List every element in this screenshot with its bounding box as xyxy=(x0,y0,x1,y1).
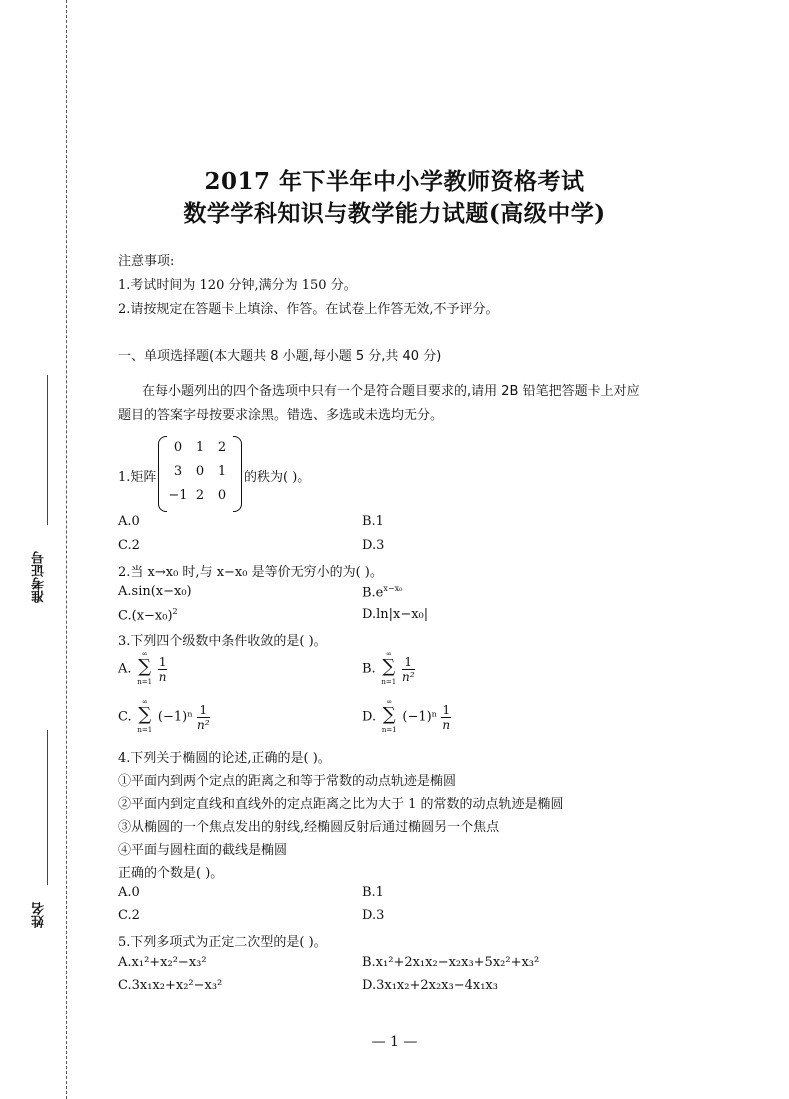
q1-option-d: D.3 xyxy=(362,538,385,553)
q4-statement-4: ④平面与圆柱面的截线是椭圆 xyxy=(118,843,288,858)
matrix-left-bracket xyxy=(158,436,167,512)
q1-option-b: B.1 xyxy=(362,514,384,529)
numerator: 1 xyxy=(402,655,415,670)
title-line-2: 数学学科知识与教学能力试题(高级中学) xyxy=(183,200,606,227)
q4-statement-2: ②平面内到定直线和直线外的定点距离之比为大于 1 的常数的动点轨迹是椭圆 xyxy=(118,797,564,812)
q1-option-c: C.2 xyxy=(118,538,140,553)
q3-option-c xyxy=(118,700,210,734)
name-write-line xyxy=(47,730,48,885)
q3-option-c-fraction xyxy=(197,703,210,732)
notes-heading: 注意事项: xyxy=(118,254,175,269)
matrix-cell: 3 xyxy=(173,464,183,479)
sigma-symbol xyxy=(380,652,398,686)
sum-sign: ∑ xyxy=(382,704,396,725)
q5-option-a: A.x₁²+x₂²−x₃² xyxy=(118,955,207,970)
matrix-cell: 1 xyxy=(195,440,205,455)
section-heading: 一、单项选择题(本大题共 8 小题,每小题 5 分,共 40 分) xyxy=(118,349,442,364)
q2-option-d: D.ln|x−x₀| xyxy=(362,607,429,622)
title-line-1: 2017 年下半年中小学教师资格考试 xyxy=(204,168,585,195)
section-instruction-line-1: 在每小题列出的四个备选项中只有一个是符合题目要求的,请用 2B 铅笔把答题卡上对应 xyxy=(142,384,640,399)
q4-stem: 4.下列关于椭圆的论述,正确的是( )。 xyxy=(118,751,331,766)
q4-option-b: B.1 xyxy=(362,885,384,900)
q3-option-a-label: A. xyxy=(118,661,132,677)
q3-option-c-factor: (−1)ⁿ xyxy=(157,709,193,725)
q2-option-c-base: C.(x−x₀) xyxy=(118,608,173,624)
sum-lower: n=1 xyxy=(381,678,397,686)
sum-upper: ∞ xyxy=(141,698,148,706)
q3-option-c-label: C. xyxy=(118,709,132,725)
q4-ask: 正确的个数是( )。 xyxy=(118,866,224,881)
sigma-symbol xyxy=(380,700,398,734)
matrix-right-bracket xyxy=(233,436,242,512)
q3-option-a xyxy=(118,652,167,686)
q4-option-a: A.0 xyxy=(118,885,140,900)
matrix-cell: 1 xyxy=(217,464,227,479)
matrix-cell: 2 xyxy=(195,488,205,503)
sum-lower: n=1 xyxy=(137,726,153,734)
name-label: 姓名 xyxy=(32,902,47,928)
matrix-cell: −1 xyxy=(168,488,188,503)
q1-prefix: 1.矩阵 xyxy=(118,470,157,485)
q4-statement-1: ①平面内到两个定点的距离之和等于常数的动点轨迹是椭圆 xyxy=(118,774,457,789)
notes-item-2: 2.请按规定在答题卡上填涂、作答。在试卷上作答无效,不予评分。 xyxy=(118,302,499,317)
sum-lower: n=1 xyxy=(381,726,397,734)
q2-option-c xyxy=(118,607,178,623)
matrix-cell: 0 xyxy=(217,488,227,503)
q4-option-d: D.3 xyxy=(362,908,385,923)
q5-option-b: B.x₁²+2x₁x₂−x₂x₃+5x₂²+x₃² xyxy=(362,955,540,970)
sum-sign: ∑ xyxy=(138,704,152,725)
q2-stem: 2.当 x→x₀ 时,与 x−x₀ 是等价无穷小的为( )。 xyxy=(118,565,383,580)
matrix-cell: 0 xyxy=(173,440,183,455)
q5-stem: 5.下列多项式为正定二次型的是( )。 xyxy=(118,935,327,950)
denominator: n xyxy=(158,669,167,684)
q3-option-d xyxy=(362,700,451,734)
sum-upper: ∞ xyxy=(386,698,393,706)
matrix-cell: 0 xyxy=(195,464,205,479)
denominator: n² xyxy=(196,717,210,732)
q5-option-d: D.3x₁x₂+2x₂x₃−4x₁x₃ xyxy=(362,978,498,993)
notes-item-1: 1.考试时间为 120 分钟,满分为 150 分。 xyxy=(118,278,357,293)
exam-id-write-line xyxy=(47,375,48,525)
q3-option-b xyxy=(362,652,415,686)
sum-sign: ∑ xyxy=(382,656,396,677)
q3-option-d-fraction xyxy=(441,703,451,732)
sum-upper: ∞ xyxy=(385,650,392,658)
numerator: 1 xyxy=(158,654,167,669)
q2-option-b-base: B.e xyxy=(362,585,384,601)
sigma-symbol xyxy=(136,700,154,734)
denominator: n² xyxy=(401,669,415,684)
q2-option-b-exponent: x−x₀ xyxy=(383,584,403,593)
sum-lower: n=1 xyxy=(137,678,153,686)
q3-stem: 3.下列四个级数中条件收敛的是( )。 xyxy=(118,634,327,649)
q2-option-b xyxy=(362,584,402,600)
q2-option-a: A.sin(x−x₀) xyxy=(118,584,192,599)
q1-option-a: A.0 xyxy=(118,514,140,529)
q5-option-c: C.3x₁x₂+x₂²−x₃² xyxy=(118,978,223,993)
q3-option-d-factor: (−1)ⁿ xyxy=(402,709,438,725)
exam-id-label: 准考证号 xyxy=(32,551,47,603)
sum-sign: ∑ xyxy=(138,656,152,677)
matrix-cell: 2 xyxy=(217,440,227,455)
q1-suffix: 的秩为( )。 xyxy=(244,470,311,485)
section-instruction-line-2: 题目的答案字母按要求涂黑。错选、多选或未选均无分。 xyxy=(118,408,444,423)
page-number: — 1 — xyxy=(371,1034,418,1050)
sigma-symbol xyxy=(136,652,154,686)
q3-option-a-fraction xyxy=(158,655,168,684)
numerator: 1 xyxy=(197,703,210,718)
numerator: 1 xyxy=(442,702,451,717)
q3-option-b-fraction xyxy=(402,655,415,684)
q4-option-c: C.2 xyxy=(118,908,140,923)
q3-option-b-label: B. xyxy=(362,661,376,677)
q3-option-d-label: D. xyxy=(362,709,377,725)
q4-statement-3: ③从椭圆的一个焦点发出的射线,经椭圆反射后通过椭圆另一个焦点 xyxy=(118,820,500,835)
q1-matrix xyxy=(158,436,242,510)
denominator: n xyxy=(442,717,451,732)
q2-option-c-exponent: 2 xyxy=(172,607,178,616)
sum-upper: ∞ xyxy=(141,650,148,658)
